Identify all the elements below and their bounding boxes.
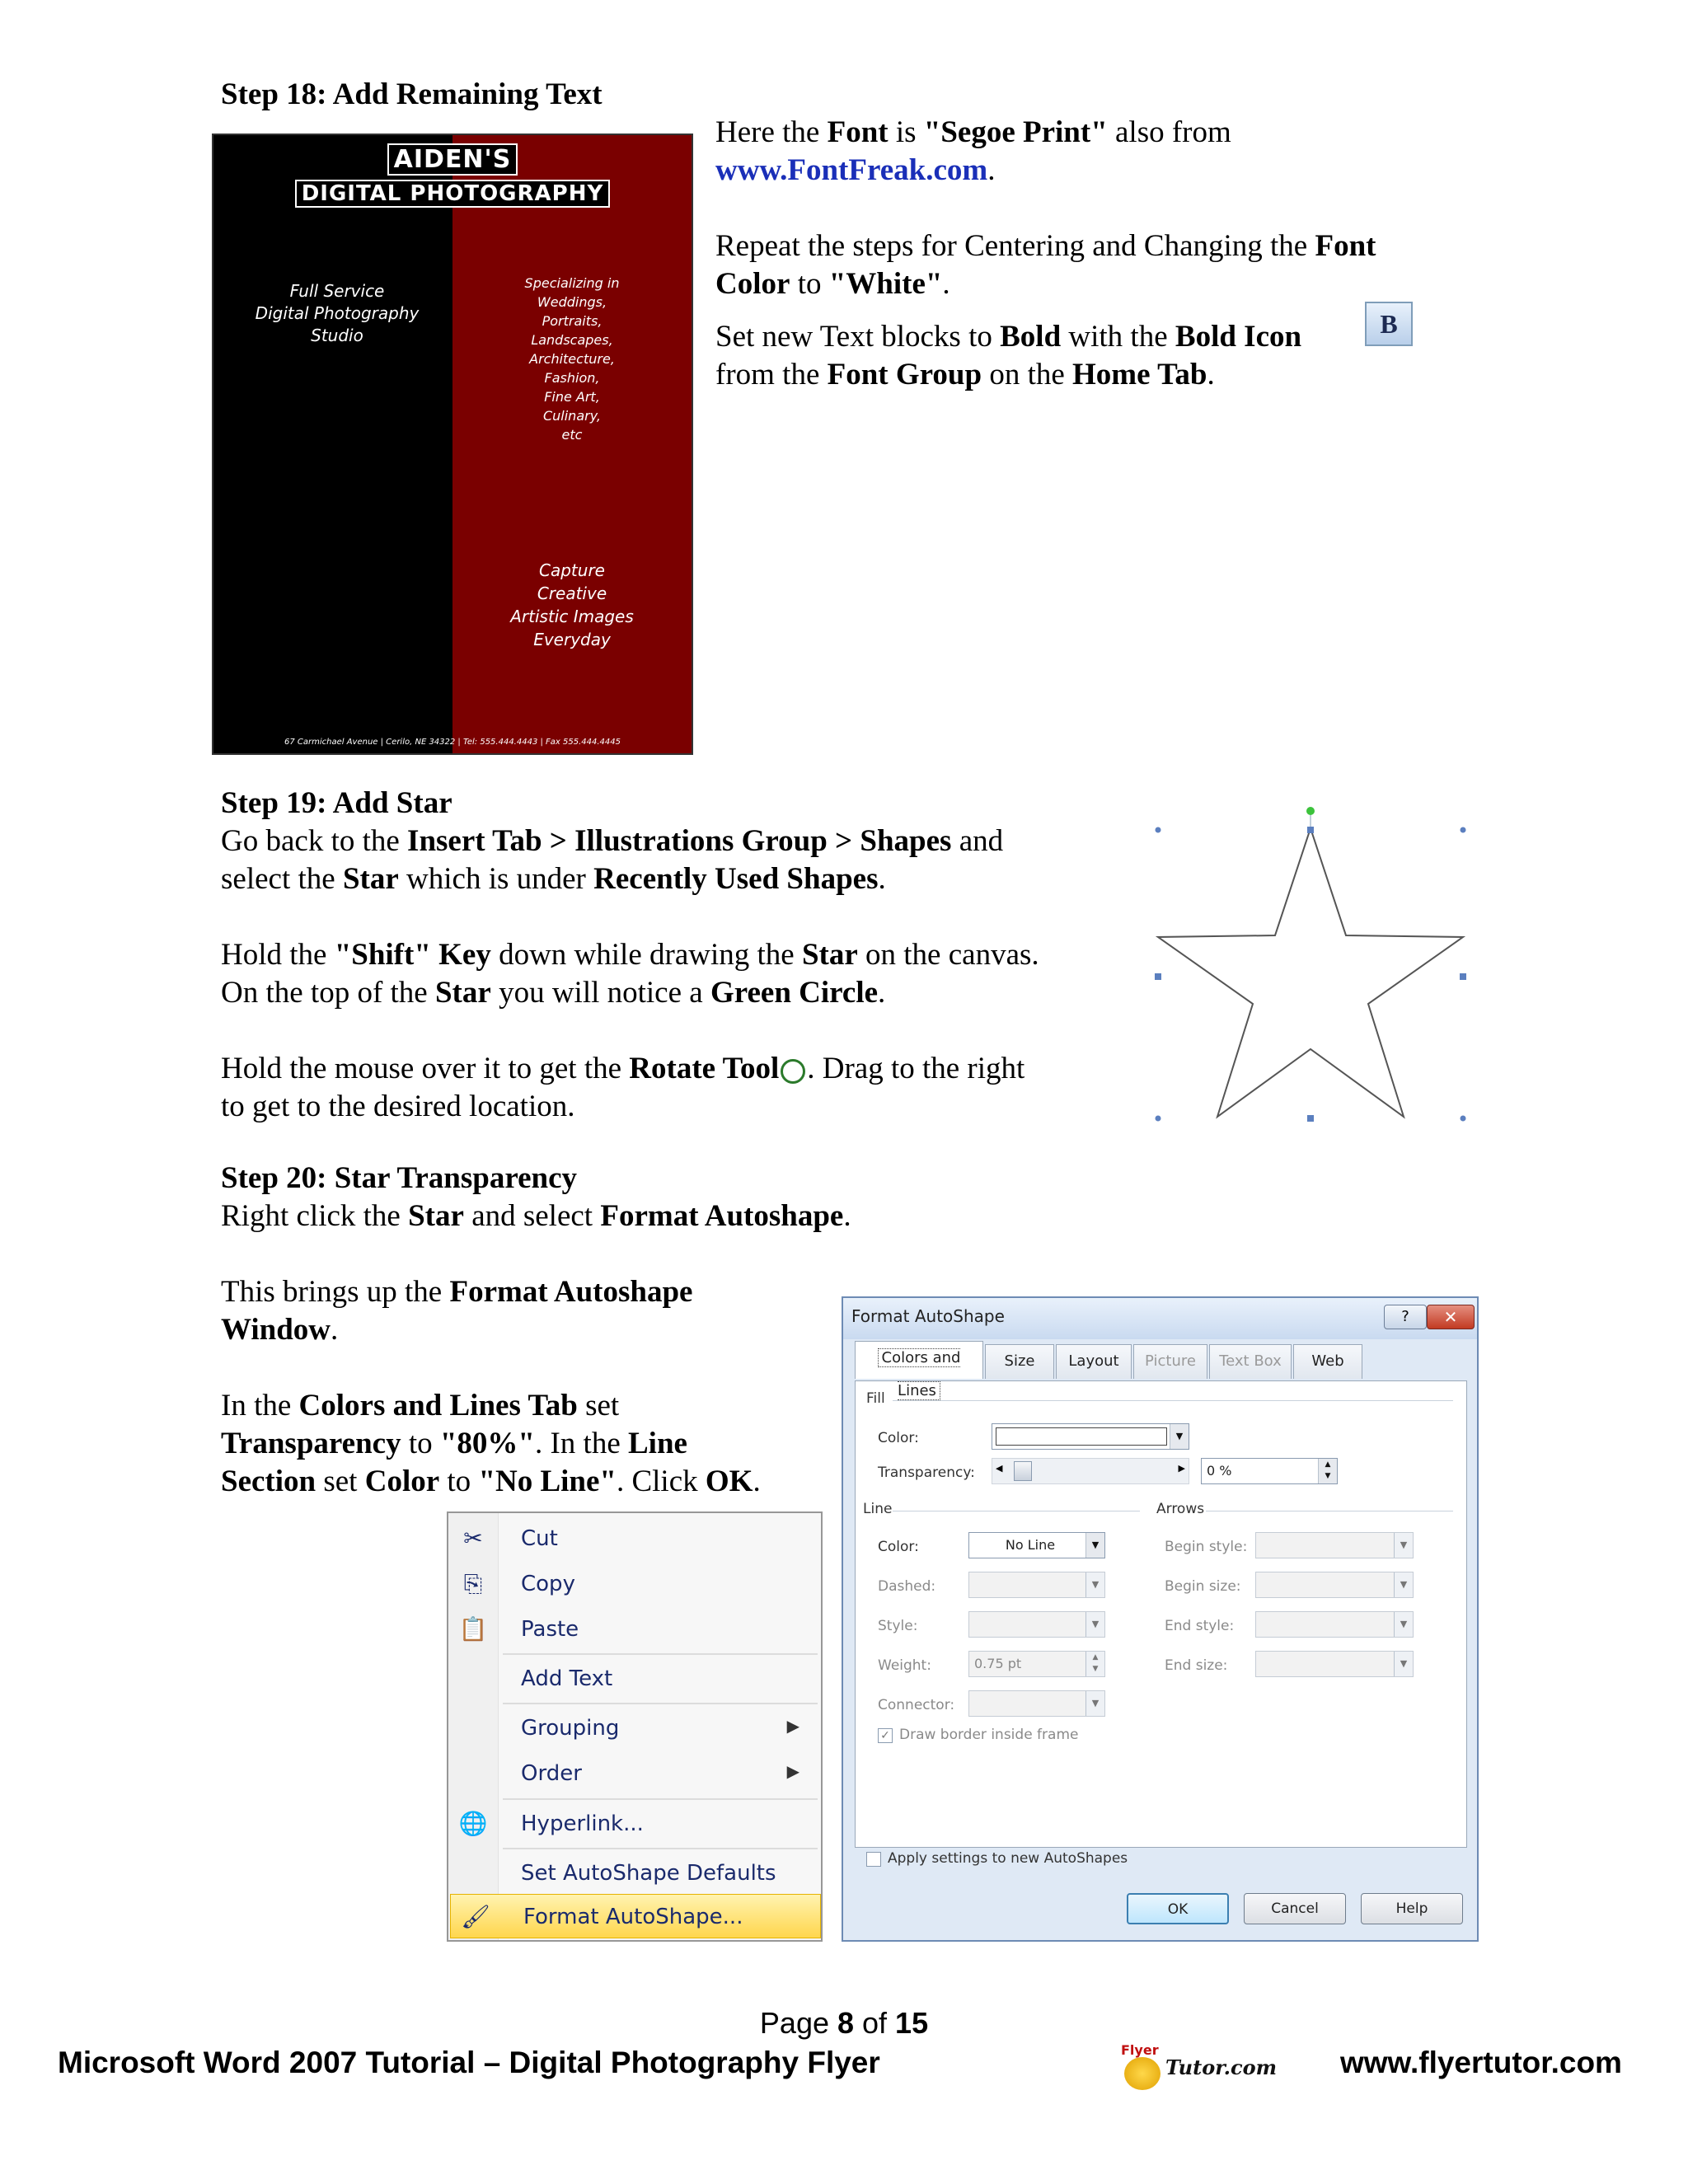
spinner-icon: ▲ ▼ — [1085, 1652, 1104, 1676]
footer-title: Microsoft Word 2007 Tutorial – Digital Photography Flyer — [58, 2046, 880, 2079]
weight-label: Weight: — [878, 1657, 931, 1674]
chevron-down-icon: ▼ — [1394, 1533, 1413, 1558]
flyer-right-text-bottom: Capture Creative Artistic Images Everyday — [510, 560, 634, 649]
style-dropdown[interactable] — [968, 1611, 1105, 1638]
line-group-label: Line — [863, 1501, 893, 1517]
fill-group-label: Fill — [866, 1390, 885, 1407]
line-color-label: Color: — [878, 1539, 919, 1555]
chevron-down-icon: ▼ — [1085, 1572, 1104, 1597]
menu-separator — [503, 1798, 818, 1800]
star-shape — [1158, 828, 1463, 1117]
logo-emblem-icon — [1124, 2057, 1160, 2090]
apply-settings-label: Apply settings to new AutoShapes — [888, 1850, 1128, 1867]
step19-heading: Step 19: Add Star — [221, 786, 452, 820]
fontfreak-link[interactable]: www.FontFreak.com — [715, 153, 988, 187]
end-style-dropdown[interactable] — [1255, 1611, 1414, 1638]
footer-url[interactable]: www.flyertutor.com — [1340, 2046, 1622, 2079]
apply-settings-checkbox[interactable] — [866, 1852, 881, 1867]
draw-border-checkbox[interactable]: ✓ — [878, 1728, 893, 1743]
chevron-down-icon: ▼ — [1085, 1691, 1104, 1716]
slider-thumb[interactable] — [1014, 1461, 1032, 1481]
rotate-tool-icon — [781, 1059, 805, 1084]
menu-item-paste[interactable]: 📋 Paste — [458, 1615, 579, 1643]
star-shape-illustration — [1146, 804, 1475, 1125]
tab-size[interactable]: Size — [985, 1344, 1054, 1379]
step20-block: Step 20: Star Transparency Right click the Star and select Format Autoshape. This brings up the Format Autoshape Window. In the Colors and Lines Tab set Transparency to "80%". In the Line Section set Color to "No Line". Click OK. — [221, 1160, 1045, 1501]
submenu-arrow-icon: ▶ — [786, 1716, 799, 1736]
ok-button[interactable]: OK — [1127, 1893, 1229, 1924]
group-divider — [893, 1400, 1453, 1401]
slider-right-arrow-icon: ▶ — [1178, 1463, 1185, 1474]
spinner-icon: ▲ ▼ — [1318, 1459, 1337, 1483]
copy-icon: ⎘ — [463, 1570, 483, 1597]
connector-dropdown[interactable] — [968, 1690, 1105, 1717]
menu-item-set-autoshape-defaults[interactable]: Set AutoShape Defaults — [521, 1861, 776, 1886]
draw-border-label: Draw border inside frame — [899, 1727, 1079, 1743]
menu-item-copy[interactable]: ⎘ Copy — [448, 1562, 821, 1606]
context-menu — [447, 1511, 823, 1942]
menu-item-grouping[interactable]: Grouping ▶ — [521, 1716, 799, 1741]
chevron-down-icon: ▼ — [1394, 1572, 1413, 1597]
tab-text-box[interactable]: Text Box — [1209, 1344, 1292, 1379]
chevron-down-icon: ▼ — [1085, 1533, 1104, 1558]
weight-input[interactable]: 0.75 pt ▲ ▼ — [968, 1651, 1105, 1677]
help-button[interactable]: Help — [1361, 1893, 1463, 1924]
fill-color-swatch — [996, 1427, 1167, 1446]
bold-icon: B — [1365, 302, 1413, 346]
dashed-dropdown[interactable] — [968, 1572, 1105, 1598]
line-color-dropdown[interactable]: No Line ▼ — [968, 1532, 1105, 1558]
end-size-label: End size: — [1165, 1657, 1228, 1674]
begin-size-dropdown[interactable] — [1255, 1572, 1414, 1598]
help-title-button[interactable]: ? — [1384, 1305, 1427, 1329]
format-shape-icon: 🖌 — [461, 1903, 490, 1930]
dashed-label: Dashed: — [878, 1578, 936, 1595]
arrows-group-label: Arrows — [1156, 1501, 1205, 1517]
scissors-icon: ✂ — [463, 1525, 483, 1552]
dialog-title: Format AutoShape — [851, 1306, 1005, 1326]
tab-web[interactable]: Web — [1293, 1344, 1362, 1379]
menu-item-format-autoshape[interactable]: 🖌 Format AutoShape... — [450, 1894, 821, 1938]
menu-separator — [503, 1653, 818, 1655]
selection-handles — [1155, 827, 1466, 1122]
rotation-handle — [1306, 807, 1315, 815]
flyer-right-text: Specializing in Weddings, Portraits, Landscapes, Architecture, Fashion, Fine Art, Culinary, etc — [524, 275, 620, 443]
tab-colors-and-lines[interactable]: Colors and Lines — [855, 1341, 983, 1379]
begin-size-label: Begin size: — [1165, 1578, 1241, 1595]
format-autoshape-dialog — [842, 1296, 1479, 1942]
close-button[interactable]: ✕ — [1427, 1305, 1475, 1329]
step18-paragraph-1: Here the Font is "Segoe Print" also from www.FontFreak.com. — [715, 115, 1231, 187]
tab-layout[interactable]: Layout — [1056, 1344, 1132, 1379]
page-number: Page 8 of 15 — [759, 2006, 929, 2040]
tab-picture[interactable]: Picture — [1133, 1344, 1207, 1379]
end-style-label: End style: — [1165, 1618, 1235, 1634]
submenu-arrow-icon: ▶ — [786, 1761, 799, 1781]
transparency-input[interactable]: 0 % ▲ ▼ — [1201, 1458, 1338, 1484]
menu-item-hyperlink[interactable]: 🌐 Hyperlink... — [458, 1810, 644, 1837]
fill-color-dropdown[interactable] — [992, 1423, 1189, 1450]
flyer-title-1: AIDEN'S — [213, 143, 692, 176]
chevron-down-icon: ▼ — [1170, 1424, 1189, 1449]
connector-label: Connector: — [878, 1697, 955, 1713]
step18-paragraph-3: Set new Text blocks to Bold with the Bold Icon from the Font Group on the Home Tab. — [715, 320, 1302, 391]
cancel-button[interactable]: Cancel — [1244, 1893, 1346, 1924]
end-size-dropdown[interactable] — [1255, 1651, 1414, 1677]
menu-item-add-text[interactable]: Add Text — [521, 1666, 613, 1691]
flyer-title-2: DIGITAL PHOTOGRAPHY — [213, 180, 692, 208]
flyer-footer: 67 Carmichael Avenue | Cerilo, NE 34322 | Tel: 555.444.4443 | Fax 555.444.4445 — [284, 738, 621, 747]
slider-left-arrow-icon: ◀ — [996, 1463, 1003, 1474]
flyer-left-text: Full Service Digital Photography Studio — [255, 281, 420, 345]
style-label: Style: — [878, 1618, 918, 1634]
step18-heading: Step 18: Add Remaining Text — [221, 77, 603, 111]
fill-color-label: Color: — [878, 1430, 919, 1446]
step20-heading: Step 20: Star Transparency — [221, 1161, 578, 1195]
step19-block: Step 19: Add Star Go back to the Insert Tab > Illustrations Group > Shapes and select the Star which is under Recently Used Shapes. Hold the "Shift" Key down while drawing the Star on the canvas. On the top of the Star you will notice a Green Circle. Hold the mouse over it to get the Rotate Tool . Drag to the right to get to the desired location. — [221, 785, 1144, 1126]
menu-separator — [503, 1703, 818, 1704]
step18-paragraph-2: Repeat the steps for Centering and Changing the Font Color to "White". — [715, 229, 1376, 301]
chevron-down-icon: ▼ — [1394, 1612, 1413, 1637]
flyer-preview-image — [212, 134, 693, 755]
chevron-down-icon: ▼ — [1085, 1612, 1104, 1637]
globe-link-icon: 🌐 — [458, 1810, 488, 1837]
flyer-red-panel — [452, 135, 692, 753]
menu-item-order[interactable]: Order ▶ — [521, 1761, 799, 1786]
paste-icon: 📋 — [458, 1615, 488, 1643]
menu-item-cut[interactable]: ✂ Cut — [448, 1516, 821, 1561]
begin-style-label: Begin style: — [1165, 1539, 1248, 1555]
flyertutor-logo: Flyer Tutor.com — [1116, 2046, 1292, 2092]
transparency-slider[interactable] — [992, 1458, 1189, 1484]
menu-separator — [503, 1848, 818, 1849]
chevron-down-icon: ▼ — [1394, 1652, 1413, 1676]
transparency-label: Transparency: — [878, 1465, 975, 1481]
begin-style-dropdown[interactable] — [1255, 1532, 1414, 1558]
